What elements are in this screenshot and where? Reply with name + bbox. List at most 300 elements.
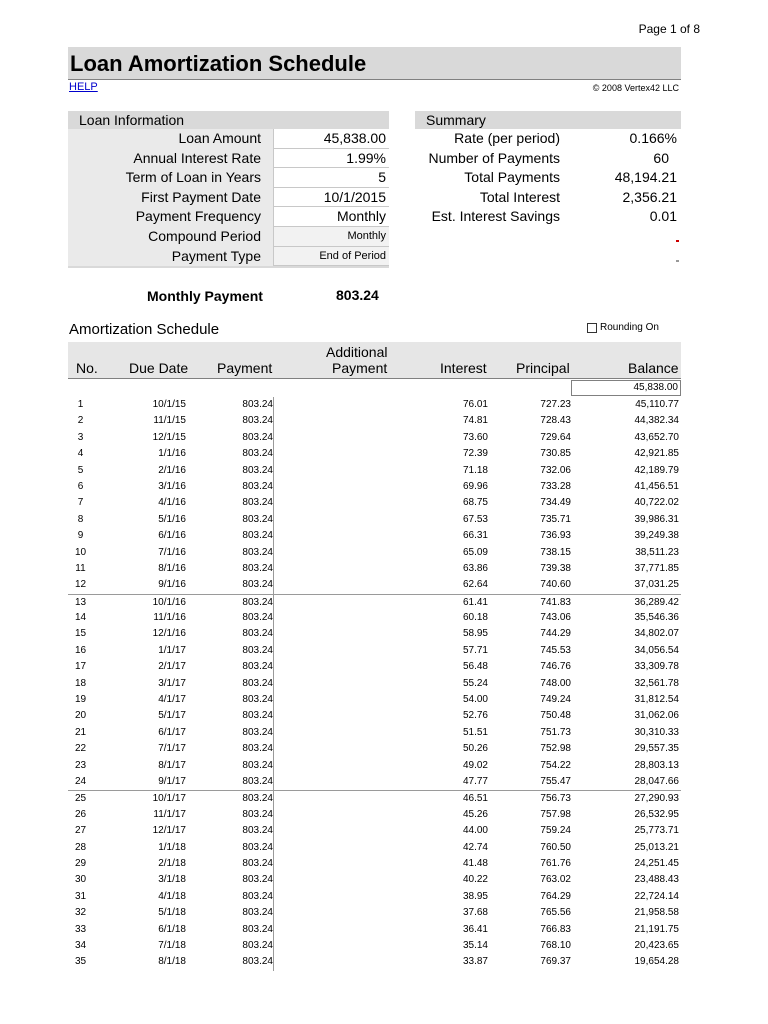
payment: 803.24 <box>242 890 273 902</box>
payment-number: 13 <box>74 596 87 608</box>
balance: 28,047.66 <box>634 775 679 787</box>
summary-heading: Summary <box>415 111 681 129</box>
principal: 727.23 <box>540 399 571 410</box>
additional-payment-cell[interactable] <box>273 512 388 528</box>
balance: 34,056.54 <box>634 644 679 656</box>
table-row <box>68 528 681 544</box>
balance: 25,773.71 <box>634 825 679 837</box>
header-balance: Balance <box>628 360 679 376</box>
payment: 803.24 <box>242 596 273 608</box>
loan-information-divider <box>68 266 389 268</box>
payment-number: 4 <box>77 448 84 460</box>
payment: 803.24 <box>242 694 273 706</box>
payment-number: 8 <box>77 513 84 525</box>
summary-total-payments-label: Total Payments <box>464 169 560 186</box>
payment-type-select[interactable]: End of Period <box>273 247 389 267</box>
principal: 741.83 <box>540 596 571 608</box>
payment-number: 35 <box>74 956 87 968</box>
balance: 19,654.28 <box>634 956 679 968</box>
interest: 35.14 <box>462 939 488 951</box>
balance: 41,456.51 <box>634 480 679 492</box>
payment: 803.24 <box>242 874 273 886</box>
payment: 803.24 <box>242 530 273 542</box>
additional-payment-cell[interactable] <box>273 954 388 970</box>
principal: 765.56 <box>540 907 571 919</box>
table-row <box>68 790 681 806</box>
payment-number: 21 <box>74 726 87 738</box>
payment-number: 5 <box>77 464 84 476</box>
additional-payment-cell[interactable] <box>273 889 388 905</box>
additional-payment-cell[interactable] <box>273 692 388 708</box>
interest: 61.41 <box>462 596 488 608</box>
additional-payment-cell[interactable] <box>273 741 388 757</box>
summary-total-interest-row <box>415 188 681 208</box>
payment: 803.24 <box>242 825 273 837</box>
comment-indicator <box>676 240 679 242</box>
payment-number: 24 <box>74 775 87 787</box>
interest-rate-row <box>68 149 389 169</box>
balance: 34,802.07 <box>634 628 679 640</box>
payment: 803.24 <box>242 808 273 820</box>
interest: 40.22 <box>462 874 488 886</box>
payment-number: 11 <box>75 562 86 574</box>
payment: 803.24 <box>242 710 273 722</box>
due-date: 10/1/15 <box>152 399 186 410</box>
balance: 21,191.75 <box>634 923 679 935</box>
payment: 803.24 <box>242 923 273 935</box>
additional-payment-cell[interactable] <box>273 659 388 675</box>
balance: 43,652.70 <box>634 431 679 443</box>
payment: 803.24 <box>242 464 273 476</box>
additional-payment-cell[interactable] <box>273 872 388 888</box>
payment-type-row <box>68 247 389 267</box>
loan-term-row <box>68 168 389 188</box>
payment: 803.24 <box>242 612 273 624</box>
due-date: 3/1/16 <box>158 480 186 492</box>
monthly-payment-value: 803.24 <box>336 287 379 303</box>
due-date: 8/1/17 <box>158 759 186 771</box>
header-additional: Additional <box>326 344 388 360</box>
table-row <box>68 446 681 462</box>
additional-payment-cell[interactable] <box>273 643 388 659</box>
due-date: 5/1/16 <box>158 513 186 525</box>
due-date: 6/1/18 <box>158 923 186 935</box>
principal: 746.76 <box>540 661 571 673</box>
payment: 803.24 <box>242 480 273 492</box>
payment: 803.24 <box>242 743 273 755</box>
payment: 803.24 <box>242 448 273 460</box>
table-row <box>68 479 681 495</box>
principal: 755.47 <box>540 775 571 787</box>
principal: 756.73 <box>540 793 571 805</box>
page-number: Page 1 of 8 <box>638 22 700 36</box>
payment-number: 1 <box>77 399 84 410</box>
summary-interest-savings-label: Est. Interest Savings <box>431 208 560 225</box>
balance: 38,511.23 <box>635 546 679 558</box>
interest: 63.86 <box>462 562 488 574</box>
additional-payment-cell[interactable] <box>273 446 388 462</box>
due-date: 4/1/16 <box>158 497 186 509</box>
principal: 729.64 <box>540 431 571 443</box>
table-row <box>68 561 681 577</box>
principal: 768.10 <box>540 939 571 951</box>
payment: 803.24 <box>242 497 273 509</box>
principal: 751.73 <box>540 726 571 738</box>
interest: 74.81 <box>462 415 488 427</box>
additional-payment-cell[interactable] <box>273 938 388 954</box>
payment: 803.24 <box>242 661 273 673</box>
compound-period-label: Compound Period <box>68 227 273 247</box>
principal: 738.15 <box>540 546 571 558</box>
principal: 734.49 <box>540 497 571 509</box>
header-no: No. <box>76 360 98 376</box>
payment-number: 27 <box>74 825 87 837</box>
interest: 51.51 <box>462 726 488 738</box>
due-date: 3/1/18 <box>158 874 186 886</box>
help-link[interactable]: HELP <box>69 81 98 93</box>
due-date: 6/1/17 <box>158 726 186 738</box>
first-payment-date-field[interactable]: 10/1/2015 <box>273 188 389 208</box>
balance: 36,289.42 <box>634 596 679 608</box>
summary-rate-row <box>415 129 681 149</box>
principal: 759.24 <box>540 825 571 837</box>
due-date: 7/1/17 <box>158 743 186 755</box>
additional-payment-cell[interactable] <box>273 561 388 577</box>
interest: 33.87 <box>462 956 488 968</box>
table-row <box>68 430 681 446</box>
interest: 56.48 <box>462 661 488 673</box>
payment: 803.24 <box>242 431 273 443</box>
balance: 45,110.77 <box>635 399 679 410</box>
table-row <box>68 774 681 790</box>
due-date: 2/1/18 <box>158 857 186 869</box>
balance: 29,557.35 <box>634 743 679 755</box>
summary-interest-savings-row <box>415 207 681 227</box>
interest: 52.76 <box>462 710 488 722</box>
schedule-table-header <box>68 342 681 379</box>
additional-payment-cell[interactable] <box>273 725 388 741</box>
balance: 44,382.34 <box>634 415 679 427</box>
interest: 76.01 <box>462 399 488 410</box>
additional-payment-cell[interactable] <box>273 807 388 823</box>
payment-number: 23 <box>74 759 87 771</box>
due-date: 12/1/17 <box>152 825 186 837</box>
interest: 45.26 <box>462 808 488 820</box>
due-date: 9/1/16 <box>158 579 186 591</box>
additional-payment-cell[interactable] <box>273 610 388 626</box>
balance: 27,290.93 <box>634 793 679 805</box>
additional-payment-cell[interactable] <box>273 577 388 593</box>
additional-payment-cell[interactable] <box>273 856 388 872</box>
balance: 28,803.13 <box>634 759 679 771</box>
monthly-payment-label: Monthly Payment <box>147 288 263 304</box>
payment: 803.24 <box>242 628 273 640</box>
table-row <box>68 725 681 741</box>
schedule-rows <box>68 397 681 971</box>
payment-frequency-row <box>68 207 389 227</box>
payment: 803.24 <box>242 939 273 951</box>
additional-payment-cell[interactable] <box>273 463 388 479</box>
table-row <box>68 758 681 774</box>
payment-number: 34 <box>74 939 87 951</box>
loan-term-label: Term of Loan in Years <box>68 168 273 188</box>
additional-payment-cell[interactable] <box>273 595 388 610</box>
principal: 749.24 <box>540 694 571 706</box>
additional-payment-cell[interactable] <box>273 430 388 446</box>
payment-number: 3 <box>77 431 84 443</box>
principal: 761.76 <box>540 857 571 869</box>
additional-payment-cell[interactable] <box>273 626 388 642</box>
additional-payment-cell[interactable] <box>273 905 388 921</box>
summary-num-payments-row <box>415 149 681 169</box>
due-date: 8/1/16 <box>158 562 186 574</box>
payment-number: 18 <box>74 677 87 689</box>
header-interest: Interest <box>440 360 487 376</box>
summary-total-interest-label: Total Interest <box>479 188 560 205</box>
table-row <box>68 413 681 429</box>
payment: 803.24 <box>242 907 273 919</box>
balance: 35,546.36 <box>634 612 679 624</box>
due-date: 11/1/17 <box>153 808 186 820</box>
interest: 60.18 <box>462 612 488 624</box>
additional-payment-cell[interactable] <box>273 397 388 413</box>
due-date: 11/1/15 <box>153 415 186 427</box>
additional-payment-cell[interactable] <box>273 708 388 724</box>
table-row <box>68 807 681 823</box>
interest: 72.39 <box>462 448 488 460</box>
compound-period-select[interactable]: Monthly <box>273 227 389 247</box>
principal: 730.85 <box>540 448 571 460</box>
interest: 71.18 <box>462 464 488 476</box>
payment: 803.24 <box>242 775 273 787</box>
table-row <box>68 840 681 856</box>
principal: 757.98 <box>540 808 571 820</box>
additional-payment-cell[interactable] <box>273 774 388 790</box>
additional-payment-cell[interactable] <box>273 495 388 511</box>
payment-number: 15 <box>74 628 87 640</box>
payment-frequency-label: Payment Frequency <box>68 207 273 227</box>
payment-number: 32 <box>74 907 87 919</box>
principal: 750.48 <box>540 710 571 722</box>
additional-payment-cell[interactable] <box>273 413 388 429</box>
payment-number: 26 <box>74 808 87 820</box>
due-date: 7/1/18 <box>158 939 186 951</box>
table-row <box>68 922 681 938</box>
principal: 763.02 <box>540 874 571 886</box>
payment-number: 7 <box>77 497 84 509</box>
interest: 37.68 <box>462 907 488 919</box>
table-row <box>68 659 681 675</box>
payment: 803.24 <box>242 956 273 968</box>
principal: 740.60 <box>540 579 571 591</box>
table-row <box>68 463 681 479</box>
due-date: 11/1/16 <box>153 612 186 624</box>
interest: 65.09 <box>462 546 488 558</box>
payment: 803.24 <box>242 677 273 689</box>
table-row <box>68 545 681 561</box>
payment-number: 29 <box>74 857 87 869</box>
schedule-title: Amortization Schedule <box>69 321 220 338</box>
summary-total-payments-value: 48,194.21 <box>614 169 677 186</box>
interest: 55.24 <box>462 677 488 689</box>
additional-payment-cell[interactable] <box>273 922 388 938</box>
payment: 803.24 <box>242 579 273 591</box>
interest: 67.53 <box>462 513 488 525</box>
summary-total-interest-value: 2,356.21 <box>622 188 677 205</box>
rounding-toggle[interactable] <box>587 322 659 333</box>
due-date: 1/1/16 <box>158 448 186 460</box>
payment: 803.24 <box>242 726 273 738</box>
loan-amount-field[interactable]: 45,838.00 <box>273 129 389 149</box>
summary-interest-savings-value: 0.01 <box>649 208 677 225</box>
interest: 66.31 <box>462 530 488 542</box>
payment-number: 22 <box>74 743 87 755</box>
balance: 37,771.85 <box>634 562 679 574</box>
table-row <box>68 577 681 593</box>
due-date: 1/1/17 <box>158 644 186 656</box>
principal: 735.71 <box>540 513 571 525</box>
due-date: 4/1/18 <box>158 890 186 902</box>
balance: 42,921.85 <box>634 448 679 460</box>
principal: 732.06 <box>540 464 571 476</box>
balance: 39,986.31 <box>634 513 679 525</box>
balance: 31,812.54 <box>634 694 679 706</box>
additional-payment-cell[interactable] <box>273 840 388 856</box>
payment-number: 33 <box>74 923 87 935</box>
due-date: 12/1/15 <box>152 431 186 443</box>
table-row <box>68 938 681 954</box>
additional-payment-cell[interactable] <box>273 791 388 806</box>
table-row <box>68 397 681 413</box>
summary-num-payments-value: 60 <box>653 149 669 166</box>
additional-payment-cell[interactable] <box>273 676 388 692</box>
page-title: Loan Amortization Schedule <box>70 51 367 76</box>
header-payment: Payment <box>217 360 273 376</box>
due-date: 5/1/18 <box>158 907 186 919</box>
additional-payment-cell[interactable] <box>273 545 388 561</box>
table-row <box>68 708 681 724</box>
principal: 769.37 <box>540 956 571 968</box>
due-date: 8/1/18 <box>158 956 186 968</box>
additional-payment-cell[interactable] <box>273 758 388 774</box>
balance: 33,309.78 <box>634 661 679 673</box>
principal: 748.00 <box>540 677 571 689</box>
due-date: 12/1/16 <box>152 628 186 640</box>
table-row <box>68 905 681 921</box>
table-row <box>68 594 681 610</box>
payment-number: 25 <box>74 793 87 805</box>
principal: 754.22 <box>540 759 571 771</box>
payment-frequency-select[interactable]: Monthly <box>273 207 389 227</box>
interest: 42.74 <box>462 841 488 853</box>
summary-num-payments-label: Number of Payments <box>428 149 560 166</box>
balance: 20,423.65 <box>634 939 679 951</box>
interest: 54.00 <box>462 694 488 706</box>
payment-number: 30 <box>74 874 87 886</box>
summary-panel <box>415 111 681 227</box>
balance: 40,722.02 <box>634 497 679 509</box>
payment: 803.24 <box>242 399 273 410</box>
table-row <box>68 954 681 970</box>
interest: 58.95 <box>462 628 488 640</box>
header-additional-payment: Payment <box>332 360 388 376</box>
payment: 803.24 <box>242 793 273 805</box>
rounding-checkbox[interactable] <box>587 323 597 333</box>
table-row <box>68 610 681 626</box>
table-row <box>68 643 681 659</box>
payment-number: 12 <box>74 579 87 591</box>
payment-number: 28 <box>74 841 87 853</box>
payment-type-label: Payment Type <box>68 247 273 267</box>
table-row <box>68 676 681 692</box>
balance: 32,561.78 <box>634 677 679 689</box>
balance: 31,062.06 <box>634 710 679 722</box>
balance: 42,189.79 <box>634 464 679 476</box>
payment: 803.24 <box>242 546 273 558</box>
principal: 733.28 <box>540 480 571 492</box>
payment-number: 6 <box>77 480 84 492</box>
payment: 803.24 <box>242 841 273 853</box>
payment-number: 16 <box>74 644 87 656</box>
interest: 73.60 <box>462 431 488 443</box>
first-payment-date-row <box>68 188 389 208</box>
rounding-label: Rounding On <box>600 322 659 333</box>
principal: 736.93 <box>540 530 571 542</box>
payment-number: 10 <box>74 546 87 558</box>
additional-payment-cell[interactable] <box>273 528 388 544</box>
interest: 46.51 <box>462 793 488 805</box>
table-row <box>68 889 681 905</box>
payment-number: 17 <box>74 661 87 673</box>
payment-number: 19 <box>74 694 87 706</box>
additional-payment-cell[interactable] <box>273 823 388 839</box>
balance: 23,488.43 <box>634 874 679 886</box>
copyright-notice: © 2008 Vertex42 LLC <box>592 83 679 93</box>
principal: 739.38 <box>540 562 571 574</box>
due-date: 7/1/16 <box>158 546 186 558</box>
header-principal: Principal <box>516 360 570 376</box>
interest: 49.02 <box>462 759 488 771</box>
due-date: 3/1/17 <box>158 677 186 689</box>
summary-rate-value: 0.166% <box>629 130 677 146</box>
interest: 57.71 <box>462 644 488 656</box>
due-date: 10/1/17 <box>152 793 186 805</box>
interest: 50.26 <box>462 743 488 755</box>
table-row <box>68 856 681 872</box>
principal: 728.43 <box>540 415 571 427</box>
interest-rate-field[interactable]: 1.99% <box>273 149 389 169</box>
loan-information-heading: Loan Information <box>68 111 389 129</box>
summary-total-payments-row <box>415 168 681 188</box>
payment: 803.24 <box>242 759 273 771</box>
principal: 745.53 <box>540 644 571 656</box>
balance: 21,958.58 <box>634 907 679 919</box>
loan-term-field[interactable]: 5 <box>273 168 389 188</box>
payment: 803.24 <box>242 513 273 525</box>
balance: 26,532.95 <box>634 808 679 820</box>
interest: 69.96 <box>462 480 488 492</box>
due-date: 1/1/18 <box>158 841 186 853</box>
balance: 39,249.38 <box>634 530 679 542</box>
starting-balance: 45,838.00 <box>571 380 681 396</box>
due-date: 9/1/17 <box>158 775 186 787</box>
additional-payment-cell[interactable] <box>273 479 388 495</box>
due-date: 2/1/17 <box>158 661 186 673</box>
title-bar <box>68 47 681 80</box>
payment: 803.24 <box>242 562 273 574</box>
due-date: 10/1/16 <box>152 596 186 608</box>
due-date: 6/1/16 <box>158 530 186 542</box>
